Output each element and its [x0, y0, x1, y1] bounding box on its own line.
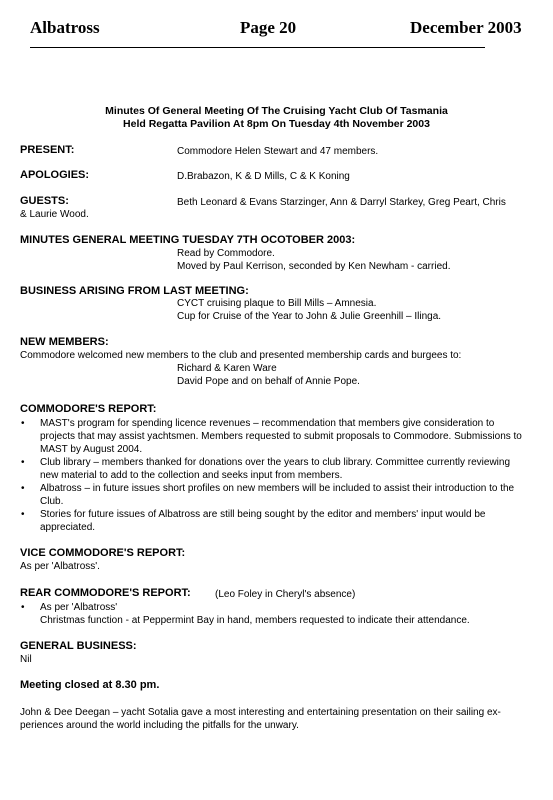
apologies-heading: APOLOGIES: [20, 169, 90, 181]
present-heading: PRESENT: [20, 144, 75, 156]
header-rule [30, 47, 485, 48]
presentation-line-1: John & Dee Deegan – yacht Sotalia gave a most interesting and entertaining presentation on their sailing ex- [20, 707, 501, 718]
guests-text: Beth Leonard & Evans Starzinger, Ann & Darryl Starkey, Greg Peart, Chris [177, 197, 506, 208]
minutes-title-line-2: Held Regatta Pavilion At 8pm On Tuesday 4th November 2003 [123, 118, 430, 130]
new-members-line-2: David Pope and on behalf of Annie Pope. [177, 376, 360, 387]
bullet-icon: • [21, 457, 25, 468]
list-item: • Stories for future issues of Albatross are still being sought by the editor and members' input would be appreciated. [21, 509, 486, 533]
rear-commodore-heading: REAR COMMODORE'S REPORT: [20, 587, 191, 599]
business-arising-line-1: CYCT cruising plaque to Bill Mills – Amnesia. [177, 298, 377, 309]
rear-commodore-note: (Leo Foley in Cheryl's absence) [215, 589, 356, 600]
new-members-intro: Commodore welcomed new members to the club and presented membership cards and burgees to: [20, 350, 462, 361]
list-item: • Club library – members thanked for donations over the years to club library. Committee currently reviewing new material to add to the collection and seeks input from members. [21, 457, 511, 481]
publication-name: Albatross [30, 18, 100, 37]
rear-commodore-item-continued: Christmas function - at Peppermint Bay in hand, members requested to indicate their attendance. [40, 615, 470, 626]
issue-date: December 2003 [410, 18, 522, 37]
present-text: Commodore Helen Stewart and 47 members. [177, 146, 379, 157]
guests-heading: GUESTS: [20, 195, 69, 207]
presentation-line-2: periences around the world including the pitfalls for the unwary. [20, 720, 299, 731]
previous-minutes-line-2: Moved by Paul Kerrison, seconded by Ken Newham - carried. [177, 261, 451, 272]
commodore-report-list [20, 417, 525, 534]
bullet-icon: • [21, 509, 25, 520]
business-arising-heading: BUSINESS ARISING FROM LAST MEETING: [20, 285, 249, 297]
meeting-closed: Meeting closed at 8.30 pm. [20, 679, 160, 691]
bullet-icon: • [21, 483, 25, 494]
guests-text-continued: & Laurie Wood. [20, 209, 89, 220]
page-number: Page 20 [240, 18, 297, 37]
new-members-line-1: Richard & Karen Ware [177, 363, 277, 374]
general-business-heading: GENERAL BUSINESS: [20, 640, 137, 652]
new-members-heading: NEW MEMBERS: [20, 336, 109, 348]
minutes-title-line-1: Minutes Of General Meeting Of The Cruising Yacht Club Of Tasmania [105, 105, 448, 117]
vice-commodore-text: As per 'Albatross'. [20, 561, 100, 572]
general-business-text: Nil [20, 654, 32, 665]
apologies-text: D.Brabazon, K & D Mills, C & K Koning [177, 171, 350, 182]
previous-minutes-heading: MINUTES GENERAL MEETING TUESDAY 7TH OCOTOBER 2003: [20, 234, 356, 246]
previous-minutes-line-1: Read by Commodore. [177, 248, 275, 259]
bullet-icon: • [21, 602, 25, 613]
rear-commodore-item: As per 'Albatross' [40, 602, 118, 613]
vice-commodore-heading: VICE COMMODORE'S REPORT: [20, 547, 186, 559]
commodore-report-heading: COMMODORE'S REPORT: [20, 403, 157, 415]
bullet-icon: • [21, 418, 25, 429]
list-item: • Albatross – in future issues short profiles on new members will be included to assist their introduction to the Club. [21, 483, 515, 507]
business-arising-line-2: Cup for Cruise of the Year to John & Julie Greenhill – Ilinga. [177, 311, 442, 322]
list-item: • MAST's program for spending licence revenues – recommendation that members give consideration to projects that may assist yachtsmen. Members requested to submit proposals to Commodore. Submissions to MAST by August 2004. [21, 418, 522, 455]
